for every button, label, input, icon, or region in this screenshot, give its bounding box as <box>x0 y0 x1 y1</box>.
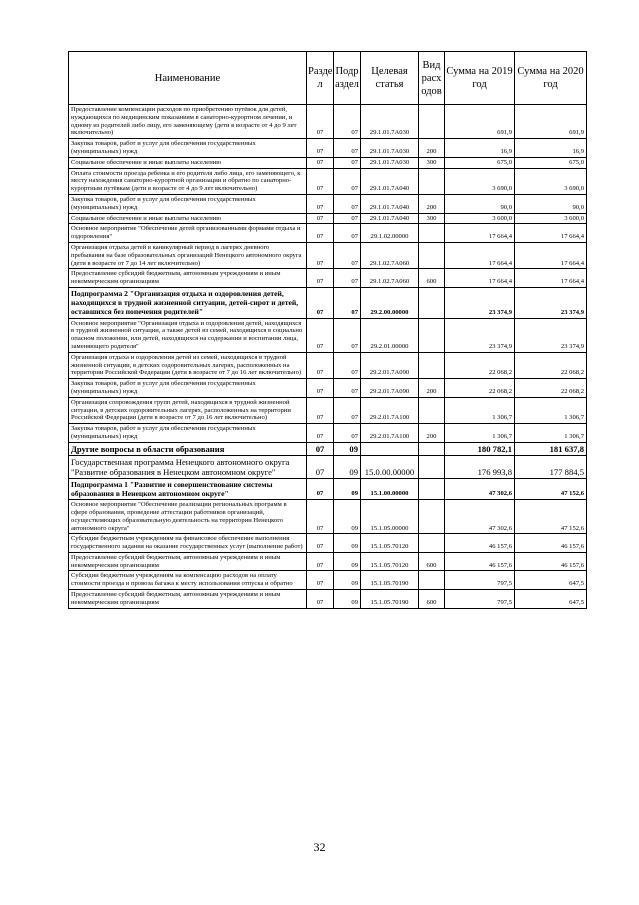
cell-sum2020: 22 068,2 <box>515 379 587 398</box>
cell-sum2020: 1 306,7 <box>515 424 587 443</box>
cell-vid: 600 <box>419 552 445 571</box>
cell-target: 29.2.01.7А100 <box>361 397 419 423</box>
cell-razdel: 07 <box>307 318 334 352</box>
cell-podrazdel: 07 <box>334 269 361 288</box>
cell-sum2019: 797,5 <box>445 571 515 590</box>
cell-podrazdel: 07 <box>334 424 361 443</box>
table-row <box>69 269 587 288</box>
cell-name: Подпрограмма 2 "Организация отдыха и оздоровления детей, находящихся в трудной жизненной ситуации, детей-сирот и детей, оставшихся без попечения родителей" <box>69 287 307 318</box>
cell-sum2019: 22 068,2 <box>445 379 515 398</box>
cell-sum2019: 23 374,9 <box>445 287 515 318</box>
cell-sum2019: 17 664,4 <box>445 269 515 288</box>
cell-sum2019: 17 664,4 <box>445 224 515 243</box>
cell-podrazdel: 07 <box>334 105 361 139</box>
cell-sum2020: 17 664,4 <box>515 269 587 288</box>
cell-name: Социальное обеспечение и иные выплаты населению <box>69 157 307 168</box>
cell-vid <box>419 105 445 139</box>
cell-name: Другие вопросы в области образования <box>69 442 307 455</box>
table-row <box>69 534 587 553</box>
table-row <box>69 139 587 158</box>
cell-target: 15.0.00.00000 <box>361 455 419 478</box>
cell-target: 29.2.00.00000 <box>361 287 419 318</box>
cell-vid: 200 <box>419 379 445 398</box>
header-podrazdel: Подр аздел <box>334 52 361 105</box>
cell-sum2020: 16,9 <box>515 139 587 158</box>
cell-sum2020: 90,0 <box>515 194 587 213</box>
cell-vid: 200 <box>419 424 445 443</box>
cell-podrazdel: 07 <box>334 287 361 318</box>
cell-podrazdel: 07 <box>334 194 361 213</box>
cell-target: 15.1.05.70120 <box>361 552 419 571</box>
cell-target: 29.1.02.7А060 <box>361 242 419 268</box>
cell-name: Закупка товаров, работ и услуг для обеспечения государственных (муниципальных) нужд <box>69 379 307 398</box>
table-row <box>69 105 587 139</box>
table-row <box>69 552 587 571</box>
cell-podrazdel: 07 <box>334 157 361 168</box>
cell-sum2020: 181 637,8 <box>515 442 587 455</box>
cell-razdel: 07 <box>307 105 334 139</box>
table-row <box>69 590 587 609</box>
cell-vid: 600 <box>419 590 445 609</box>
table-row <box>69 397 587 423</box>
cell-name: Основное мероприятие "Организация отдыха и оздоровления детей, находящихся в трудной жизненной ситуации, а также детей из семей, находящихся в социально опасном положении, или детей, находящихся на содержании и воспитании лица, заменяющего родителя" <box>69 318 307 352</box>
cell-sum2019: 1 306,7 <box>445 424 515 443</box>
page-number: 32 <box>313 840 326 854</box>
table-header-row <box>69 52 587 105</box>
cell-razdel: 07 <box>307 571 334 590</box>
cell-vid <box>419 168 445 194</box>
cell-name: Социальное обеспечение и иные выплаты населению <box>69 213 307 224</box>
cell-sum2019: 691,9 <box>445 105 515 139</box>
cell-name: Подпрограмма 1 "Развитие и совершенствование системы образования в Ненецком автономном округе" <box>69 478 307 499</box>
cell-sum2020: 3 600,0 <box>515 213 587 224</box>
table-row <box>69 213 587 224</box>
cell-vid <box>419 352 445 378</box>
cell-podrazdel: 07 <box>334 242 361 268</box>
cell-target: 29.2.01.7А090 <box>361 379 419 398</box>
cell-vid: 600 <box>419 269 445 288</box>
cell-podrazdel: 09 <box>334 571 361 590</box>
cell-podrazdel: 09 <box>334 500 361 534</box>
table-row <box>69 194 587 213</box>
cell-razdel: 07 <box>307 194 334 213</box>
cell-podrazdel: 09 <box>334 552 361 571</box>
cell-vid: 300 <box>419 157 445 168</box>
budget-table <box>68 51 587 609</box>
cell-podrazdel: 07 <box>334 397 361 423</box>
cell-sum2020: 47 152,6 <box>515 478 587 499</box>
cell-sum2019: 3 690,0 <box>445 168 515 194</box>
cell-razdel: 07 <box>307 442 334 455</box>
cell-sum2020: 647,5 <box>515 590 587 609</box>
cell-podrazdel: 07 <box>334 379 361 398</box>
table-row <box>69 352 587 378</box>
cell-razdel: 07 <box>307 242 334 268</box>
cell-sum2019: 46 157,6 <box>445 552 515 571</box>
table-row <box>69 242 587 268</box>
cell-podrazdel: 07 <box>334 139 361 158</box>
cell-target: 29.2.01.7А100 <box>361 424 419 443</box>
cell-sum2019: 176 993,8 <box>445 455 515 478</box>
cell-razdel: 07 <box>307 168 334 194</box>
table-row <box>69 455 587 478</box>
cell-sum2019: 22 068,2 <box>445 352 515 378</box>
cell-target: 29.1.01.7А040 <box>361 168 419 194</box>
cell-name: Основное мероприятие "Обеспечение детей организованными формами отдыха и оздоровления" <box>69 224 307 243</box>
cell-name: Предоставление субсидий бюджетным, автономным учреждениям и иным некоммерческим организациям <box>69 590 307 609</box>
cell-sum2019: 3 600,0 <box>445 213 515 224</box>
cell-name: Предоставление субсидий бюджетным, автономным учреждениям и иным некоммерческим организациям <box>69 269 307 288</box>
cell-target: 15.1.05.70120 <box>361 534 419 553</box>
cell-vid: 200 <box>419 194 445 213</box>
table-body <box>69 105 587 609</box>
cell-razdel: 07 <box>307 455 334 478</box>
cell-razdel: 07 <box>307 478 334 499</box>
cell-sum2020: 22 068,2 <box>515 352 587 378</box>
cell-name: Организация отдыха детей в каникулярный период в лагерях дневного пребывания на базе образовательных организаций Ненецкого автономного округа (дети в возрасте от 7 до 14 лет включительно) <box>69 242 307 268</box>
cell-razdel: 07 <box>307 552 334 571</box>
cell-sum2020: 675,0 <box>515 157 587 168</box>
header-sum-2019: Сумма на 2019 год <box>445 52 515 105</box>
cell-razdel: 07 <box>307 379 334 398</box>
cell-razdel: 07 <box>307 287 334 318</box>
cell-name: Закупка товаров, работ и услуг для обеспечения государственных (муниципальных) нужд <box>69 139 307 158</box>
table-row <box>69 318 587 352</box>
cell-target: 15.1.05.70190 <box>361 571 419 590</box>
cell-target <box>361 442 419 455</box>
cell-sum2020: 691,9 <box>515 105 587 139</box>
cell-sum2020: 47 152,6 <box>515 500 587 534</box>
cell-name: Субсидии бюджетным учреждениям на финансовое обеспечение выполнения государственного задания на оказание государственных услуг (выполнение работ) <box>69 534 307 553</box>
table-row <box>69 500 587 534</box>
table-row <box>69 442 587 455</box>
cell-razdel: 07 <box>307 590 334 609</box>
cell-target: 29.1.01.7А030 <box>361 157 419 168</box>
cell-vid <box>419 455 445 478</box>
cell-sum2019: 180 782,1 <box>445 442 515 455</box>
cell-vid <box>419 287 445 318</box>
cell-sum2020: 17 664,4 <box>515 224 587 243</box>
cell-target: 15.1.05.00000 <box>361 500 419 534</box>
cell-razdel: 07 <box>307 424 334 443</box>
cell-sum2019: 675,0 <box>445 157 515 168</box>
cell-sum2020: 1 306,7 <box>515 397 587 423</box>
table-row <box>69 157 587 168</box>
cell-target: 15.1.00.00000 <box>361 478 419 499</box>
cell-vid <box>419 478 445 499</box>
header-sum-2020: Сумма на 2020 год <box>515 52 587 105</box>
cell-sum2019: 47 302,6 <box>445 478 515 499</box>
cell-name: Основное мероприятие "Обеспечение реализации региональных программ в сфере образования, проведение аттестации работников организаций, осуществляющих образовательную деятельность на территории Ненецкого автономного округа" <box>69 500 307 534</box>
cell-sum2020: 46 157,6 <box>515 534 587 553</box>
table-row <box>69 379 587 398</box>
cell-vid <box>419 571 445 590</box>
cell-razdel: 07 <box>307 397 334 423</box>
cell-sum2020: 46 157,6 <box>515 552 587 571</box>
cell-razdel: 07 <box>307 534 334 553</box>
cell-sum2019: 90,0 <box>445 194 515 213</box>
cell-podrazdel: 09 <box>334 455 361 478</box>
cell-name: Закупка товаров, работ и услуг для обеспечения государственных (муниципальных) нужд <box>69 424 307 443</box>
cell-vid: 200 <box>419 139 445 158</box>
cell-podrazdel: 07 <box>334 352 361 378</box>
cell-name: Государственная программа Ненецкого автономного округа "Развитие образования в Ненецком автономном округе" <box>69 455 307 478</box>
header-razdel: Разде л <box>307 52 334 105</box>
cell-sum2019: 47 302,6 <box>445 500 515 534</box>
cell-sum2019: 797,5 <box>445 590 515 609</box>
cell-sum2020: 23 374,9 <box>515 287 587 318</box>
table-row <box>69 424 587 443</box>
header-target: Целевая статья <box>361 52 419 105</box>
cell-podrazdel: 09 <box>334 478 361 499</box>
table-row <box>69 478 587 499</box>
cell-sum2020: 17 664,4 <box>515 242 587 268</box>
header-vid: Вид расх одов <box>419 52 445 105</box>
cell-vid <box>419 397 445 423</box>
cell-sum2020: 3 690,0 <box>515 168 587 194</box>
cell-target: 15.1.05.70190 <box>361 590 419 609</box>
table-row <box>69 224 587 243</box>
cell-vid <box>419 534 445 553</box>
cell-sum2020: 647,5 <box>515 571 587 590</box>
cell-sum2019: 17 664,4 <box>445 242 515 268</box>
cell-razdel: 07 <box>307 269 334 288</box>
cell-razdel: 07 <box>307 224 334 243</box>
cell-name: Предоставление компенсации расходов по приобретению путёвок для детей, нуждающихся по медицинским показаниям в санаторно-курортном лечении, и одному из родителей либо лицу, его заменяющему (дети в возрасте от 4 до 9 лет включительно) <box>69 105 307 139</box>
cell-target: 29.2.01.00000 <box>361 318 419 352</box>
cell-target: 29.1.02.7А060 <box>361 269 419 288</box>
cell-target: 29.1.01.7А040 <box>361 213 419 224</box>
cell-vid <box>419 318 445 352</box>
cell-podrazdel: 09 <box>334 590 361 609</box>
cell-target: 29.1.02.00000 <box>361 224 419 243</box>
cell-name: Субсидии бюджетным учреждениям на компенсацию расходов на оплату стоимости проезда и провоза багажа к месту использования отпуска и обратно <box>69 571 307 590</box>
cell-target: 29.1.01.7А030 <box>361 105 419 139</box>
cell-name: Закупка товаров, работ и услуг для обеспечения государственных (муниципальных) нужд <box>69 194 307 213</box>
header-name: Наименование <box>69 52 307 105</box>
cell-name: Оплата стоимости проезда ребенка и его родителя либо лица, его заменяющего, к месту нахождения санаторно-курортной организации и обратно по санаторно-курортным путёвкам (дети в возрасте от 4 до 9 лет включительно) <box>69 168 307 194</box>
cell-podrazdel: 09 <box>334 534 361 553</box>
cell-podrazdel: 09 <box>334 442 361 455</box>
cell-name: Организация отдыха и оздоровления детей из семей, находящихся в трудной жизненной ситуации, в детских оздоровительных лагерях, расположенных на территории Российской Федерации (дети в возрасте от 7 до 16 лет включительно) <box>69 352 307 378</box>
cell-razdel: 07 <box>307 157 334 168</box>
cell-vid <box>419 224 445 243</box>
cell-razdel: 07 <box>307 139 334 158</box>
cell-target: 29.1.01.7А030 <box>361 139 419 158</box>
cell-target: 29.1.01.7А040 <box>361 194 419 213</box>
cell-target: 29.2.01.7А090 <box>361 352 419 378</box>
cell-vid <box>419 442 445 455</box>
cell-vid: 300 <box>419 213 445 224</box>
cell-name: Организация сопровождения групп детей, находящихся в трудной жизненной ситуации, в детских оздоровительных лагерях, расположенных на территории Российской Федерации (дети в возрасте от 7 до 16 лет включительно) <box>69 397 307 423</box>
cell-name: Предоставление субсидий бюджетным, автономным учреждениям и иным некоммерческим организациям <box>69 552 307 571</box>
cell-razdel: 07 <box>307 213 334 224</box>
cell-sum2019: 16,9 <box>445 139 515 158</box>
cell-podrazdel: 07 <box>334 168 361 194</box>
cell-sum2020: 177 884,5 <box>515 455 587 478</box>
cell-podrazdel: 07 <box>334 318 361 352</box>
cell-razdel: 07 <box>307 352 334 378</box>
table-row <box>69 287 587 318</box>
cell-vid <box>419 242 445 268</box>
table-row <box>69 168 587 194</box>
cell-sum2019: 1 306,7 <box>445 397 515 423</box>
cell-sum2019: 46 157,6 <box>445 534 515 553</box>
cell-sum2020: 23 374,9 <box>515 318 587 352</box>
cell-razdel: 07 <box>307 500 334 534</box>
cell-podrazdel: 07 <box>334 224 361 243</box>
cell-podrazdel: 07 <box>334 213 361 224</box>
cell-vid <box>419 500 445 534</box>
table-row <box>69 571 587 590</box>
cell-sum2019: 23 374,9 <box>445 318 515 352</box>
